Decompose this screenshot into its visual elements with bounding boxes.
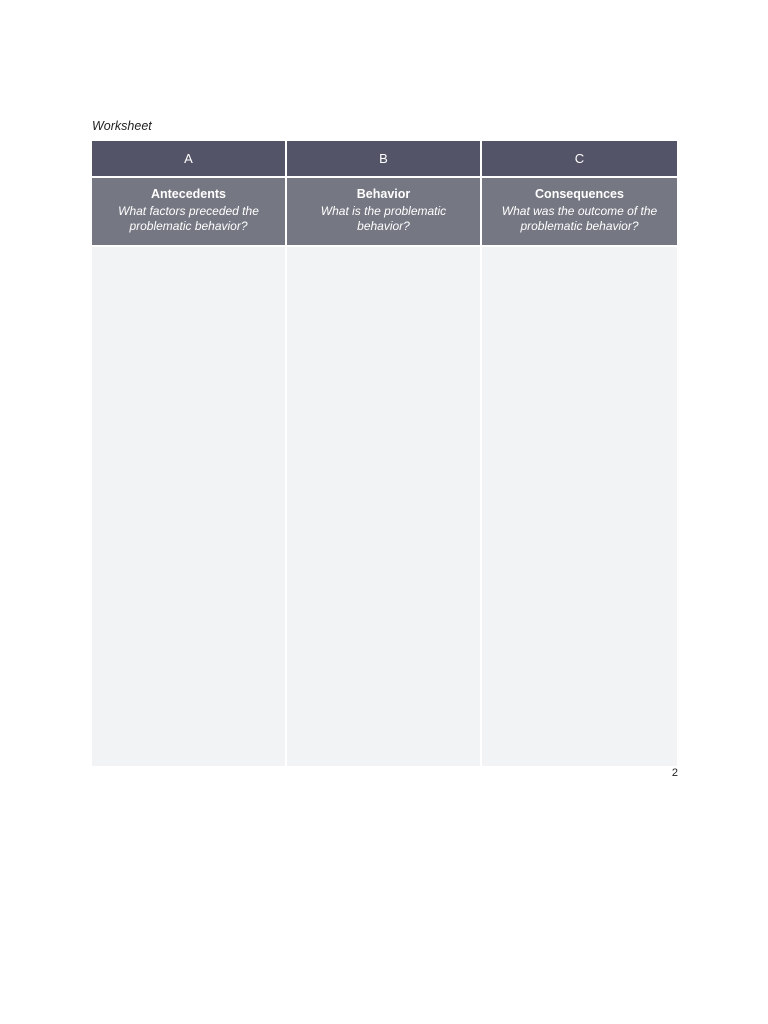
behavior-question: What is the problematic behavior? — [320, 204, 447, 233]
behavior-answer-area[interactable] — [287, 247, 480, 766]
column-b-letter: B — [287, 141, 480, 176]
page-number: 2 — [671, 767, 678, 779]
consequences-answer-area[interactable] — [482, 247, 677, 766]
worksheet-title: Worksheet — [92, 119, 152, 133]
column-c-letter: C — [482, 141, 677, 176]
abc-worksheet-table — [92, 141, 677, 766]
behavior-heading: Behavior — [356, 187, 411, 201]
antecedents-heading: Antecedents — [150, 187, 227, 201]
column-c-header — [482, 178, 677, 245]
column-a-header — [92, 178, 285, 245]
antecedents-question: What factors preceded the problematic behavior? — [118, 204, 259, 233]
column-a-letter: A — [92, 141, 285, 176]
antecedents-answer-area[interactable] — [92, 247, 285, 766]
consequences-question: What was the outcome of the problematic behavior? — [501, 204, 658, 233]
column-b-header — [287, 178, 480, 245]
consequences-heading: Consequences — [535, 187, 624, 201]
